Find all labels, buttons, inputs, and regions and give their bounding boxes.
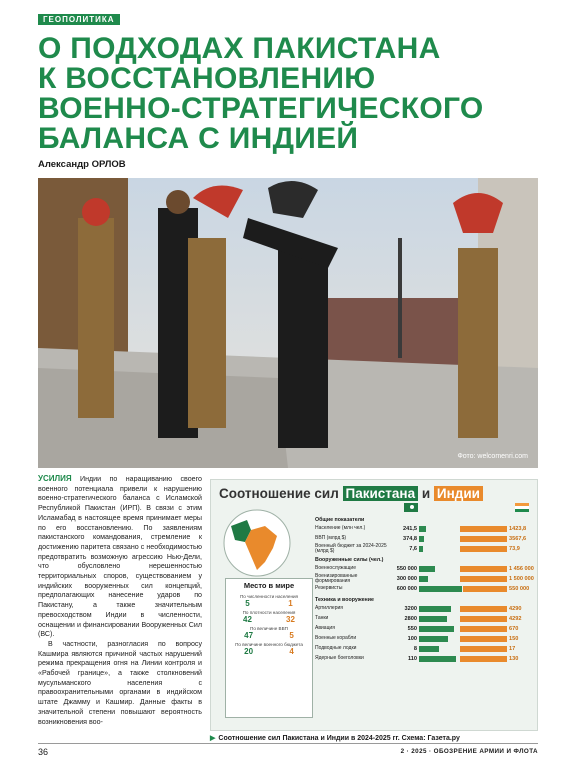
photo-credit: Фото: welcomenri.com <box>457 453 528 460</box>
title-part: и <box>418 486 434 501</box>
infographic-caption <box>210 734 460 742</box>
caption-text: Соотношение сил Пакистана и Индии в 2024-2025 гг. Схема: Газета.ру <box>218 735 460 742</box>
pakistan-bar <box>419 576 428 582</box>
ranking-pakistan: 42 <box>243 615 252 624</box>
india-bar <box>460 576 507 582</box>
india-bar <box>460 546 507 552</box>
india-value: 1 500 000 <box>509 576 534 582</box>
ranking-india: 5 <box>289 631 294 640</box>
india-value: 150 <box>509 636 519 642</box>
india-bar <box>463 586 507 592</box>
table-row <box>315 654 535 664</box>
title-line: К ВОССТАНОВЛЕНИЮ <box>38 62 376 95</box>
india-value: 1 456 000 <box>509 566 534 572</box>
row-label: Артиллерия <box>315 605 343 612</box>
row-label: Танки <box>315 615 329 622</box>
india-value: 3567,6 <box>509 536 527 542</box>
ranking-label: По величине военного бюджета <box>235 642 303 647</box>
ceremony-photo-illustration <box>38 178 538 468</box>
ranking-pakistan: 20 <box>244 647 254 656</box>
ranking-india: 1 <box>288 599 293 608</box>
pakistan-bar <box>419 656 456 662</box>
pakistan-value: 241,5 <box>403 526 417 532</box>
world-ranking-row <box>226 642 312 656</box>
article-title <box>38 34 548 154</box>
world-ranking-row <box>226 610 312 624</box>
world-ranking-heading: Место в мире <box>226 579 312 592</box>
ranking-label: По численности населения <box>239 594 299 599</box>
forces-table <box>315 502 535 664</box>
pakistan-bar <box>419 626 454 632</box>
india-bar <box>460 526 507 532</box>
india-value: 130 <box>509 656 519 662</box>
infographic-title <box>219 486 483 501</box>
forces-infographic <box>210 479 538 731</box>
row-label: Население (млн чел.) <box>315 525 366 532</box>
row-label: ВВП (млрд $) <box>315 535 347 542</box>
row-label: Подводные лодки <box>315 645 357 652</box>
page-number: 36 <box>38 747 49 757</box>
ranking-india: 32 <box>286 615 295 624</box>
table-row <box>315 614 535 624</box>
footer-divider <box>38 743 538 744</box>
row-label: Резервисты <box>315 585 343 592</box>
table-section-heading: Общие показатели <box>315 517 365 523</box>
world-ranking-box <box>225 578 313 718</box>
pakistan-value: 600 000 <box>396 586 417 592</box>
pakistan-bar <box>419 536 424 542</box>
pakistan-value: 300 000 <box>396 576 417 582</box>
title-line: ВОЕННО-СТРАТЕГИЧЕСКОГО <box>38 92 484 125</box>
flags-row <box>315 502 535 514</box>
pakistan-value: 7,6 <box>409 546 417 552</box>
india-bar <box>460 656 507 662</box>
india-value: 73,9 <box>509 546 520 552</box>
row-label: Военнослужащие <box>315 565 356 572</box>
ranking-label: По величине ВВП <box>250 626 288 631</box>
triangle-icon: ▶ <box>210 735 216 742</box>
paragraph <box>38 474 202 640</box>
pakistan-value: 374,8 <box>403 536 417 542</box>
table-section-heading: Вооруженные силы (чел.) <box>315 557 384 563</box>
pakistan-flag-icon <box>404 503 418 512</box>
table-row <box>315 634 535 644</box>
paragraph: В частности, разногласия по вопросу Кашмира являются причиной частых нарушений режима прекращения огня на Линии контроля и «Рабочей границе», а также столкновений мусульманского населения с правоохранительными органами в индийском штате Джамму и Кашмир. Данные факты в значительной степени повышают вероятность возникновения воо- <box>38 639 202 726</box>
table-row <box>315 584 535 594</box>
ranking-label: По плотности населения <box>242 610 296 615</box>
pakistan-bar <box>419 646 439 652</box>
row-label: Ядерные боеголовки <box>315 655 364 662</box>
title-part: Соотношение сил <box>219 486 343 501</box>
ranking-india: 4 <box>289 647 294 656</box>
pakistan-value: 550 000 <box>396 566 417 572</box>
pakistan-value: 100 <box>407 636 417 642</box>
india-bar <box>460 626 507 632</box>
table-row <box>315 524 535 534</box>
ranking-pakistan: 47 <box>244 631 254 640</box>
india-flag-icon <box>515 503 529 512</box>
india-bar <box>460 536 507 542</box>
publication-name: 2 · 2025 · ОБОЗРЕНИЕ АРМИИ И ФЛОТА <box>400 748 538 755</box>
table-section-heading: Техника и вооружение <box>315 597 374 603</box>
ranking-pakistan: 5 <box>245 599 250 608</box>
india-value: 550 000 <box>509 586 530 592</box>
title-india: Индии <box>434 486 483 501</box>
pakistan-bar <box>419 636 448 642</box>
pakistan-value: 8 <box>413 646 417 652</box>
pakistan-value: 3200 <box>404 606 417 612</box>
india-bar <box>460 566 507 572</box>
paragraph-text: Индии по наращиванию своего военного потенциала привели к нарушению военно-стратегического баланса с Исламской Республикой Пакистан (ИРП). В связи с этим Исламабад в настоящее время принимает меры по его восстановлению. По заявлениям пакистанского командования, стремление к достижению паритета связано с необходимостью предотвратить возможную агрессию Нью-Дели, что обусловлено нерешенностью территориальных споров, существованием у индийских вооруженных сил концепций, предполагающих нанесение ударов по Пакистану, а также значительным превосходством Индии в численности, оснащении и финансировании Вооруженных Сил (ВС). <box>38 475 202 639</box>
article-body <box>38 474 202 727</box>
table-row <box>315 644 535 654</box>
row-label: Военные корабли <box>315 635 357 642</box>
pakistan-value: 110 <box>407 656 417 662</box>
row-label: Военизированные формирования <box>315 572 358 584</box>
india-bar <box>460 616 507 622</box>
india-value: 4292 <box>509 616 522 622</box>
world-ranking-row <box>226 594 312 608</box>
title-line: О ПОДХОДАХ ПАКИСТАНА <box>38 32 441 65</box>
india-bar <box>460 636 507 642</box>
author-name: Александр ОРЛОВ <box>38 159 126 170</box>
table-row <box>315 574 535 584</box>
table-row <box>315 544 535 554</box>
pakistan-value: 2800 <box>404 616 417 622</box>
india-value: 17 <box>509 646 516 652</box>
world-ranking-row <box>226 626 312 640</box>
pakistan-bar <box>419 616 447 622</box>
pakistan-bar <box>419 526 426 532</box>
pakistan-bar <box>419 606 451 612</box>
india-bar <box>460 606 507 612</box>
india-value: 670 <box>509 626 519 632</box>
title-pakistan: Пакистана <box>343 486 419 501</box>
row-label: Военный бюджет за 2024-2025 (млрд $) <box>315 542 387 554</box>
title-line: БАЛАНСА С ИНДИЕЙ <box>38 122 359 155</box>
lead-word: УСИЛИЯ <box>38 474 72 483</box>
pakistan-bar <box>419 566 435 572</box>
india-value: 4290 <box>509 606 522 612</box>
rubric-label: ГЕОПОЛИТИКА <box>38 14 120 25</box>
pakistan-bar <box>419 546 423 552</box>
india-bar <box>460 646 507 652</box>
row-label: Авиация <box>315 625 335 632</box>
region-map-icon <box>217 508 297 578</box>
table-row <box>315 604 535 614</box>
table-row <box>315 624 535 634</box>
pakistan-value: 550 <box>407 626 417 632</box>
article-photo <box>38 178 538 468</box>
india-value: 1423,8 <box>509 526 527 532</box>
pakistan-bar <box>419 586 462 592</box>
